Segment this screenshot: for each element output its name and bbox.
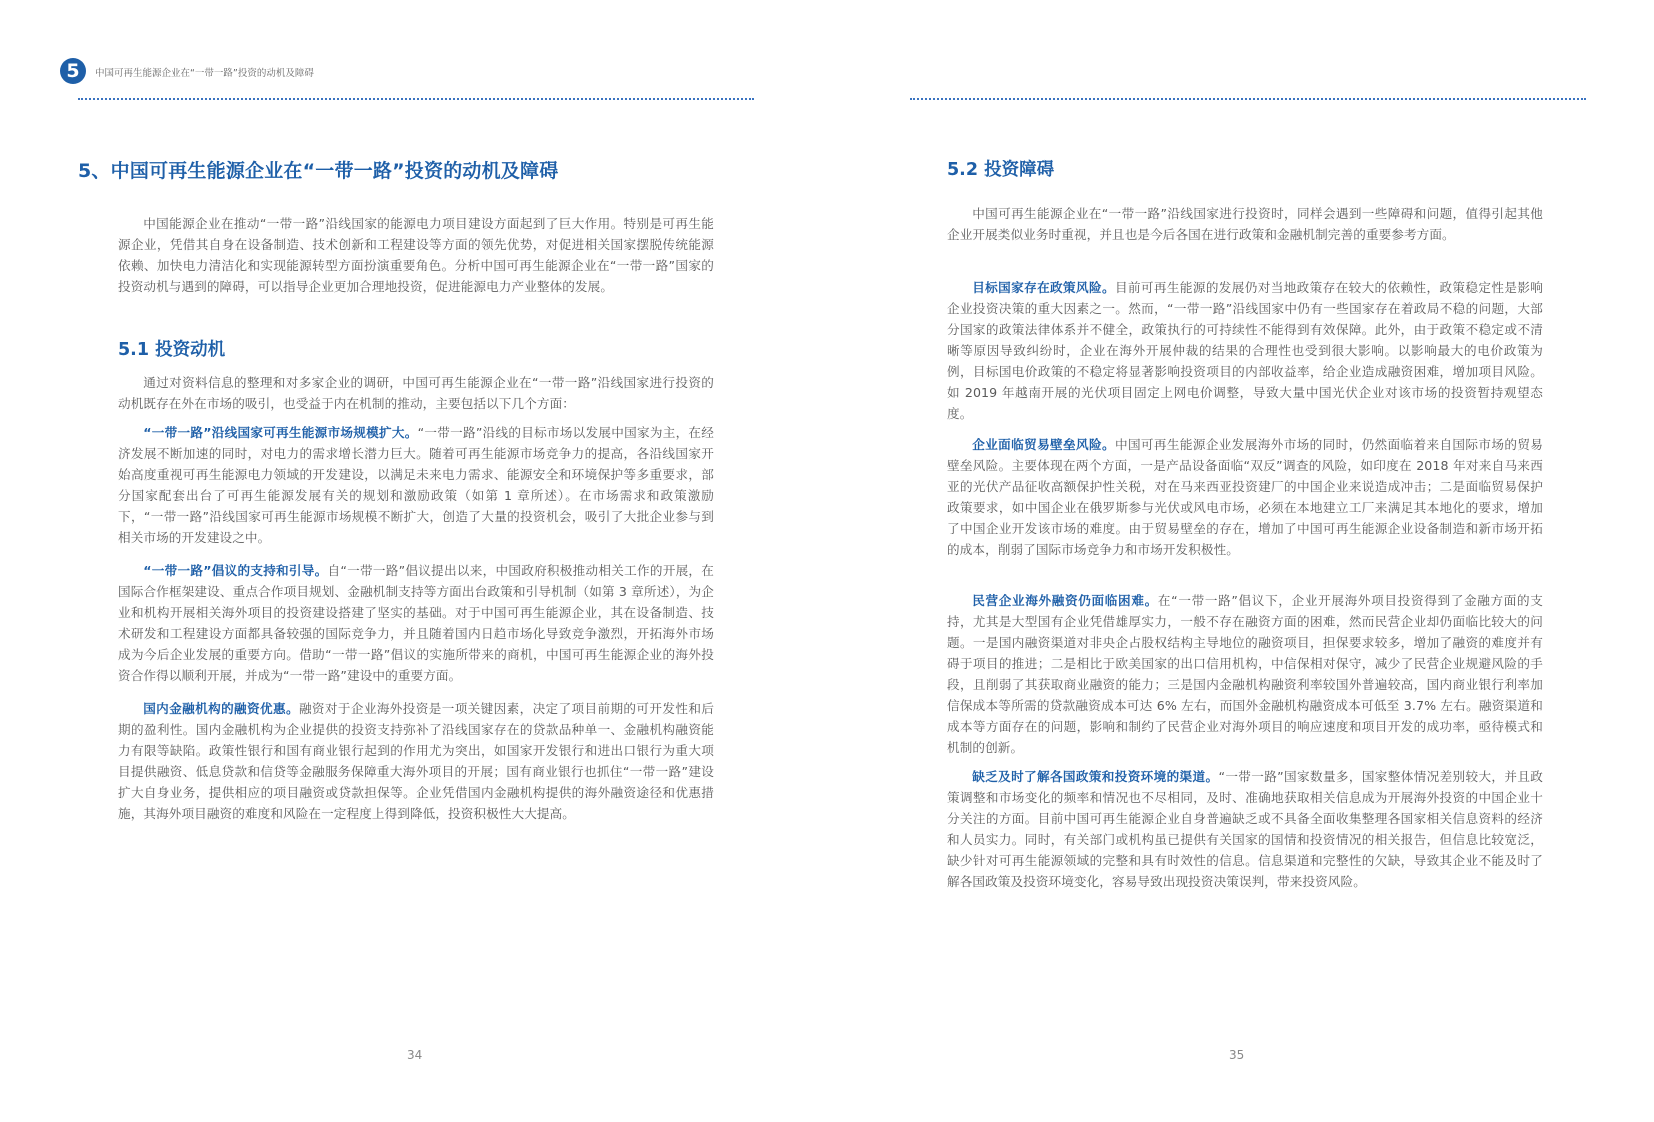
motivation-point-paragraph <box>118 698 714 824</box>
barrier-point-paragraph <box>947 766 1543 892</box>
point-lead-text: 缺乏及时了解各国政策和投资环境的渠道。 <box>972 769 1219 784</box>
chapter-number-badge: 5 <box>60 58 86 84</box>
barrier-point-paragraph <box>947 434 1543 560</box>
point-lead-text: 国内金融机构的融资优惠。 <box>143 701 299 716</box>
motivation-point-paragraph <box>118 560 714 686</box>
header-divider <box>910 98 1586 100</box>
point-body-text: 中国可再生能源企业发展海外市场的同时，仍然面临着来自国际市场的贸易壁垒风险。主要体现在两个方面，一是产品设备面临“双反”调查的风险，如印度在 2018 年对来自马来西亚的光伏产品征收高额保护性关税，对在马来西亚投资建厂的中国企业来说造成冲击；二是面临贸易保护政策要求，如中国企业在俄罗斯参与光伏或风电市场，必须在本地建立工厂来满足其本地化的要求，增加了中国企业开发该市场的难度。由于贸易壁垒的存在，增加了中国可再生能源企业设备制造和新市场开拓的成本，削弱了国际市场竞争力和市场开发积极性。 <box>947 437 1543 557</box>
point-lead-text: “一带一路”倡议的支持和引导。 <box>143 563 328 578</box>
barrier-point-paragraph <box>947 590 1543 758</box>
page-number: 34 <box>407 1048 423 1062</box>
point-body-text: “一带一路”沿线的目标市场以发展中国家为主，在经济发展不断加速的同时，对电力的需求增长潜力巨大。随着可再生能源市场竞争力的提高，各沿线国家开始高度重视可再生能源电力领域的开发建设，以满足未来电力需求、能源安全和环境保护等多重要求，部分国家配套出台了可再生能源发展有关的规划和激励政策（如第 1 章所述）。在市场需求和政策激励下，“一带一路”沿线国家可再生能源市场规模不断扩大，创造了大量的投资机会，吸引了大批企业参与到相关市场的开发建设之中。 <box>118 425 714 545</box>
barrier-point-paragraph <box>947 277 1543 424</box>
point-body-text: “一带一路”国家数量多，国家整体情况差别较大，并且政策调整和市场变化的频率和情况也不尽相同，及时、准确地获取相关信息成为开展海外投资的中国企业十分关注的方面。目前中国可再生能源企业自身普遍缺乏或不具备全面收集整理各国家相关信息资料的经济和人员实力。同时，有关部门或机构虽已提供有关国家的国情和投资情况的相关报告，但信息比较宽泛，缺少针对可再生能源领域的完整和具有时效性的信息。信息渠道和完整性的欠缺，导致其企业不能及时了解各国政策及投资环境变化，容易导致出现投资决策误判，带来投资风险。 <box>947 769 1543 889</box>
point-lead-text: 民营企业海外融资仍面临困难。 <box>972 593 1158 608</box>
motivation-point-paragraph <box>118 422 714 548</box>
subsection-title-barriers: 5.2 投资障碍 <box>947 160 1055 180</box>
point-body-text: 融资对于企业海外投资是一项关键因素，决定了项目前期的可开发性和后期的盈利性。国内金融机构为企业提供的投资支持弥补了沿线国家存在的贷款品种单一、金融机构融资能力有限等缺陷。政策性银行和国有商业银行起到的作用尤为突出，如国家开发银行和进出口银行为重大项目提供融资、低息贷款和信贷等金融服务保障重大海外项目的开展；国有商业银行也抓住“一带一路”建设扩大自身业务，提供相应的项目融资或贷款担保等。企业凭借国内金融机构提供的海外融资途径和优惠措施，其海外项目融资的难度和风险在一定程度上得到降低，投资积极性大大提高。 <box>118 701 715 821</box>
barriers-intro-paragraph: 中国可再生能源企业在“一带一路”沿线国家进行投资时，同样会遇到一些障碍和问题，值得引起其他企业开展类似业务时重视，并且也是今后各国在进行政策和金融机制完善的重要参考方面。 <box>947 206 1543 242</box>
right-page <box>827 0 1654 1122</box>
motivation-intro-paragraph: 通过对资料信息的整理和对多家企业的调研，中国可再生能源企业在“一带一路”沿线国家进行投资的动机既存在外在市场的吸引，也受益于内在机制的推动，主要包括以下几个方面： <box>118 375 714 411</box>
point-body-text: 目前可再生能源的发展仍对当地政策存在较大的依赖性，政策稳定性是影响企业投资决策的重大因素之一。然而，“一带一路”沿线国家中仍有一些国家存在着政局不稳的问题，大部分国家的政策法律体系并不健全，政策执行的可持续性不能得到有效保障。此外，由于政策不稳定或不清晰等原因导致纠纷时，企业在海外开展仲裁的结果的合理性也受到很大影响。以影响最大的电价政策为例，目标国电价政策的不稳定将显著影响投资项目的内部收益率，给企业造成融资困难，增加项目风险。如 2019 年越南开展的光伏项目固定上网电价调整，导致大量中国光伏企业对该市场的投资暂持观望态度。 <box>947 280 1543 421</box>
point-body-text: 自“一带一路”倡议提出以来，中国政府积极推动相关工作的开展，在国际合作框架建设、重点合作项目规划、金融机制支持等方面出台政策和引导机制（如第 3 章所述），为企业和机构开展相关海外项目的投资建设搭建了坚实的基础。对于中国可再生能源企业，其在设备制造、技术研发和工程建设方面都具备较强的国际竞争力，并且随着国内日趋市场化导致竞争激烈，开拓海外市场成为今后企业发展的重要方向。借助“一带一路”倡议的实施所带来的商机，中国可再生能源企业的海外投资合作得以顺利开展，并成为“一带一路”建设中的重要方面。 <box>118 563 714 683</box>
point-lead-text: 企业面临贸易壁垒风险。 <box>972 437 1115 452</box>
section-intro-paragraph: 中国能源企业在推动“一带一路”沿线国家的能源电力项目建设方面起到了巨大作用。特别是可再生能源企业，凭借其自身在设备制造、技术创新和工程建设等方面的领先优势，对促进相关国家摆脱传统能源依赖、加快电力清洁化和实现能源转型方面扮演重要角色。分析中国可再生能源企业在“一带一路”国家的投资动机与遇到的障碍，可以指导企业更加合理地投资，促进能源电力产业整体的发展。 <box>118 216 714 294</box>
running-header: 中国可再生能源企业在“一带一路”投资的动机及障碍 <box>95 68 314 79</box>
page-number: 35 <box>1229 1048 1245 1062</box>
point-lead-text: 目标国家存在政策风险。 <box>972 280 1115 295</box>
point-body-text: 在“一带一路”倡议下，企业开展海外项目投资得到了金融方面的支持，尤其是大型国有企业凭借雄厚实力，一般不存在融资方面的困难，然而民营企业却仍面临比较大的问题。一是国内融资渠道对非央企占股权结构主导地位的融资项目，担保要求较多，增加了融资的难度并有碍于项目的推进；二是相比于欧美国家的出口信用机构，中信保相对保守，减少了民营企业规避风险的手段，且削弱了其获取商业融资的能力；三是国内金融机构融资利率较国外普遍较高，国内商业银行利率加信保成本等所需的贷款融资成本可达 6% 左右，而国外金融机构融资成本可低至 3.7% 左右。融资渠道和成本等方面存在的问题，影响和制约了民营企业对海外项目的响应速度和项目开发的成功率，亟待模式和机制的创新。 <box>947 593 1543 755</box>
point-lead-text: “一带一路”沿线国家可再生能源市场规模扩大。 <box>143 425 418 440</box>
subsection-title-motivation: 5.1 投资动机 <box>118 340 226 360</box>
header-divider <box>78 98 754 100</box>
section-title: 5、中国可再生能源企业在“一带一路”投资的动机及障碍 <box>78 160 559 182</box>
